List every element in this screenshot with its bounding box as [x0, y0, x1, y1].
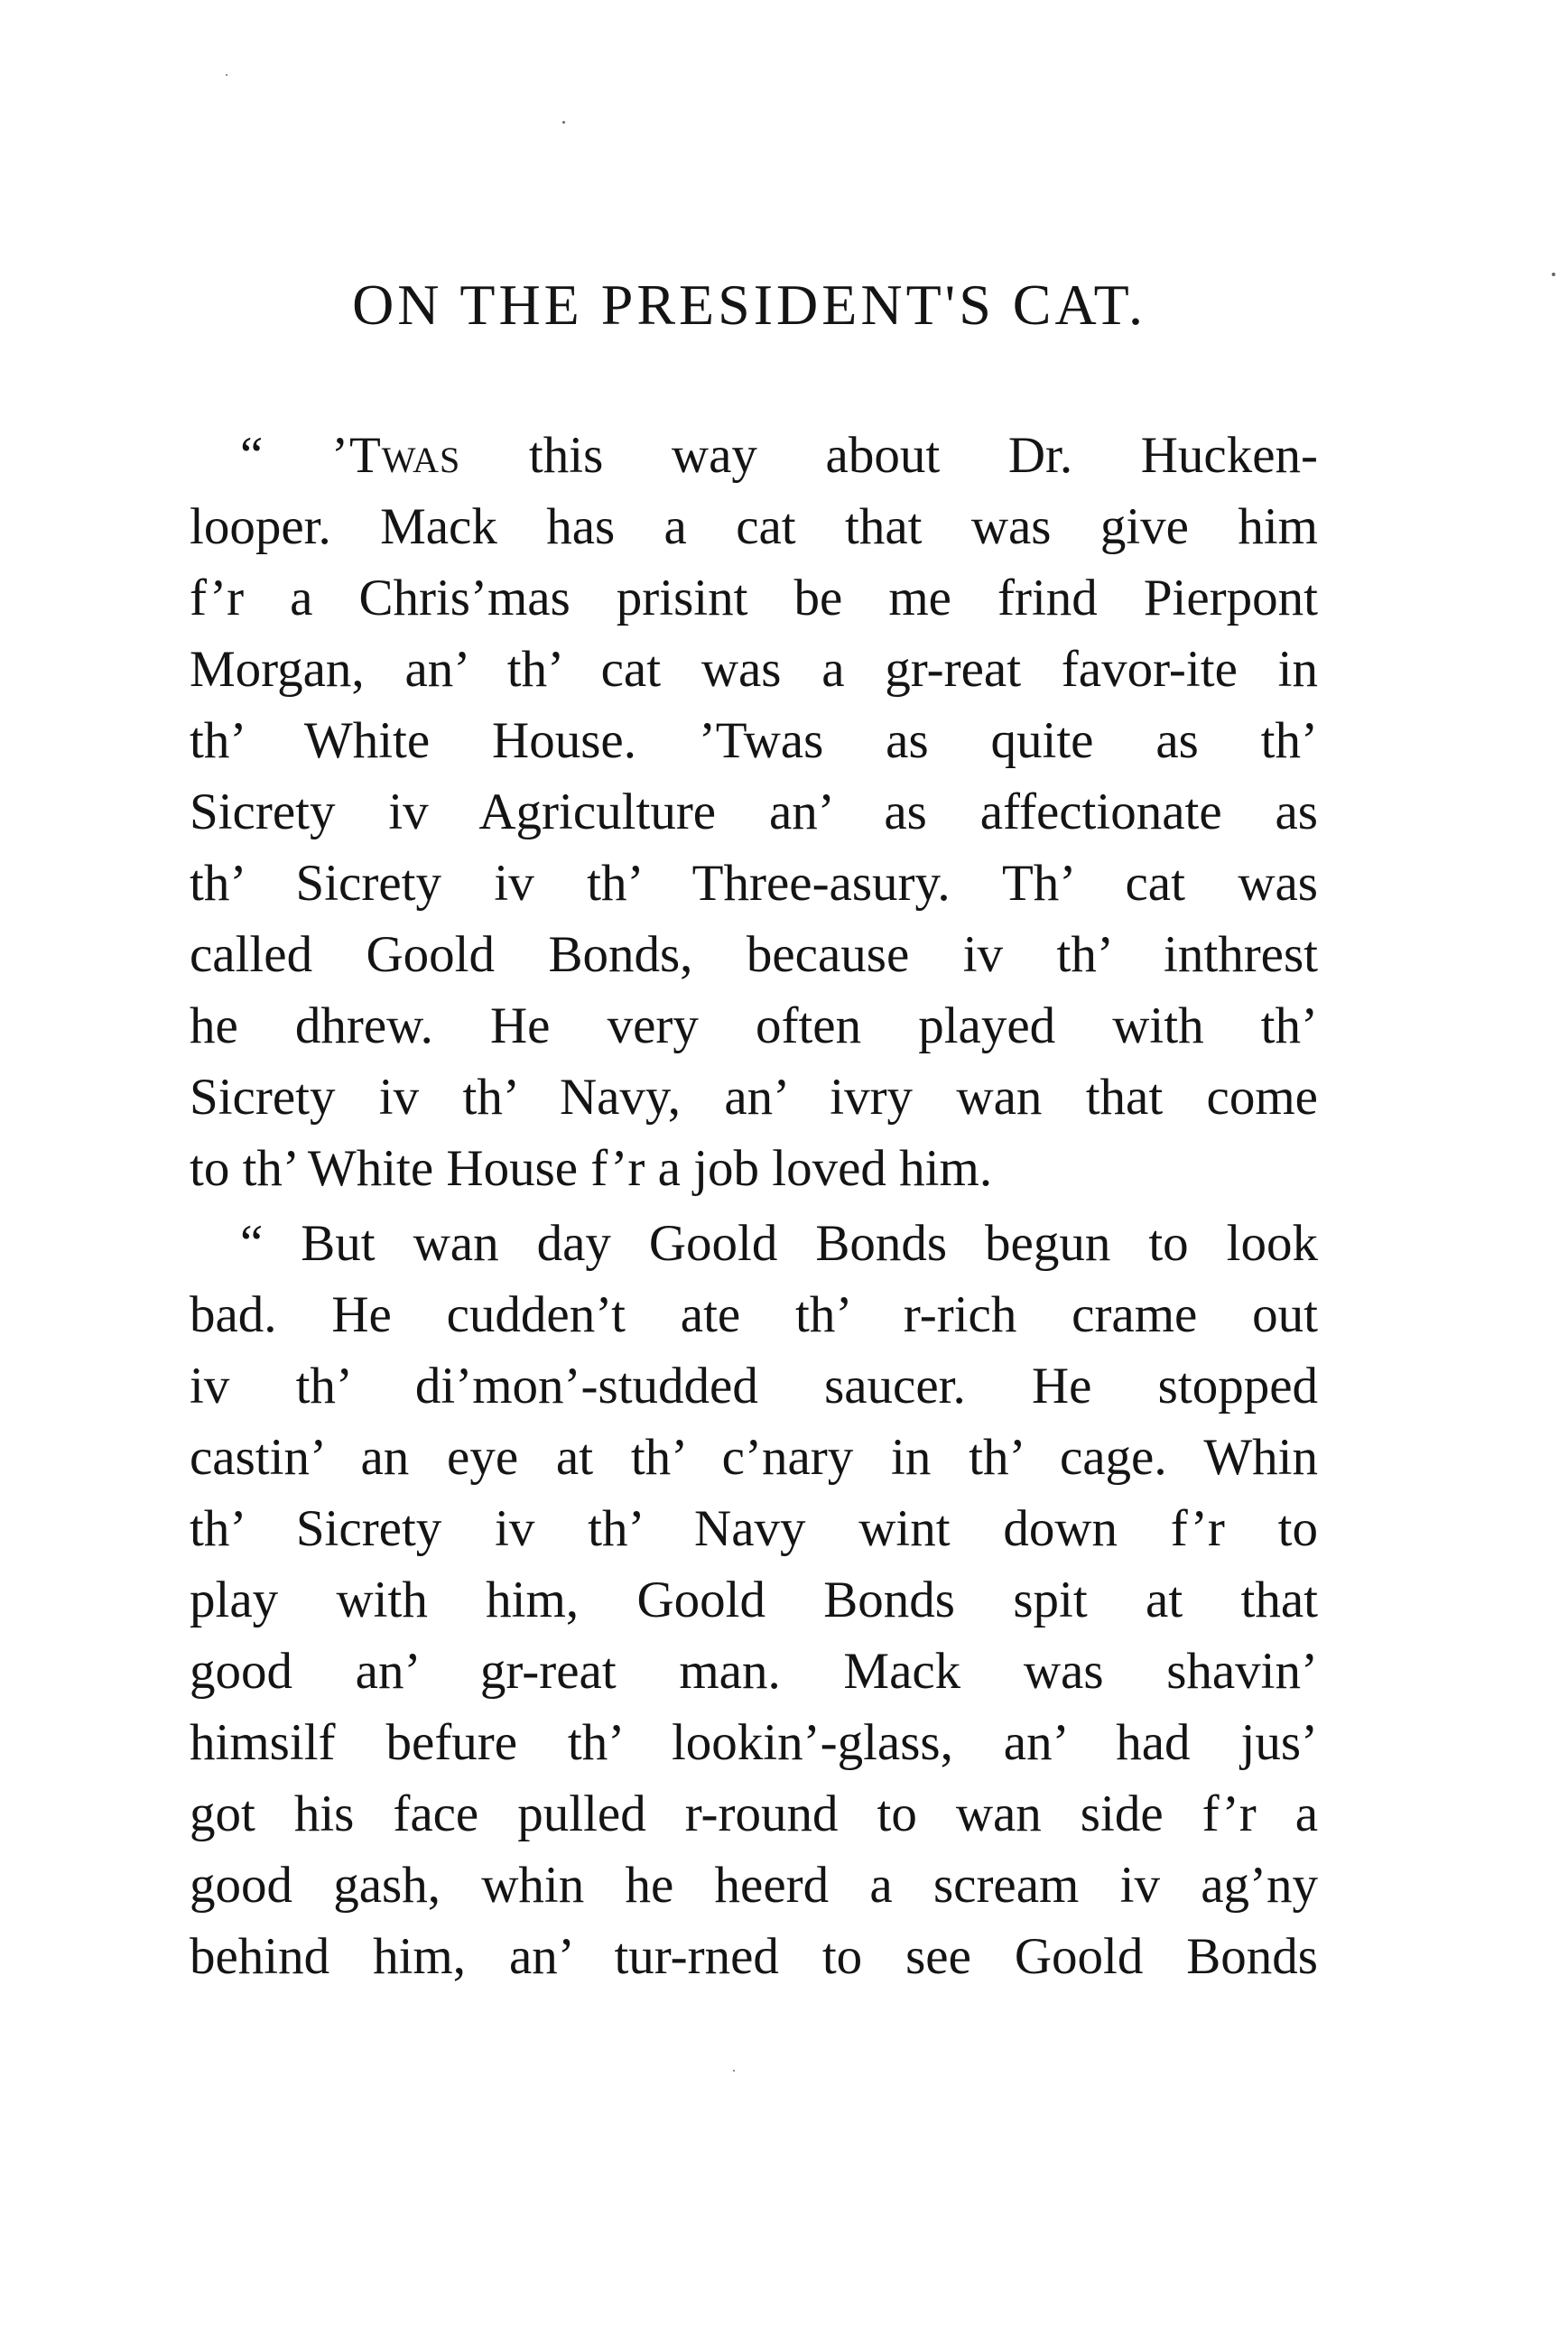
text-line: Sicrety iv Agriculture an’ as affectionate as	[190, 784, 1318, 840]
text-line: th’ Sicrety iv th’ Three-asury. Th’ cat was	[190, 855, 1318, 912]
text-line: good gash, whin he heerd a scream iv ag’ny	[190, 1857, 1318, 1914]
paper-speck	[1552, 273, 1555, 276]
paper-speck	[562, 121, 565, 124]
text-line: “ ’Twas this way about Dr. Hucken-	[240, 427, 1318, 484]
text-line: himsilf befure th’ lookin’-glass, an’ had jus’	[190, 1714, 1318, 1771]
paper-speck	[733, 2070, 735, 2072]
text-line: good an’ gr-reat man. Mack was shavin’	[190, 1643, 1318, 1700]
text-line: Sicrety iv th’ Navy, an’ ivry wan that come	[190, 1069, 1318, 1126]
paper-speck	[226, 74, 227, 76]
text-line: to th’ White House f’r a job loved him.	[190, 1140, 993, 1197]
text-line: looper. Mack has a cat that was give him	[190, 498, 1318, 555]
text-line: “ But wan day Goold Bonds begun to look	[240, 1215, 1318, 1272]
text-line: got his face pulled r-round to wan side f’r a	[190, 1785, 1318, 1842]
text-line: th’ Sicrety iv th’ Navy wint down f’r to	[190, 1500, 1318, 1557]
chapter-text	[190, 420, 1318, 1992]
text-line: he dhrew. He very often played with th’	[190, 997, 1318, 1054]
paragraph-2	[190, 1208, 1318, 1992]
text-line: play with him, Goold Bonds spit at that	[190, 1572, 1318, 1628]
text-line: th’ White House. ’Twas as quite as th’	[190, 712, 1318, 769]
text-line: bad. He cudden’t ate th’ r-rich crame out	[190, 1286, 1318, 1343]
small-caps-word: ’Twas	[330, 427, 461, 484]
paragraph-1	[190, 420, 1318, 1204]
text-line: Morgan, an’ th’ cat was a gr-reat favor-ite in	[190, 641, 1318, 698]
text-line: castin’ an eye at th’ c’nary in th’ cage. Whin	[190, 1429, 1318, 1486]
text-line: called Goold Bonds, because iv th’ inthrest	[190, 926, 1318, 983]
text-line: behind him, an’ tur-rned to see Goold Bonds	[190, 1928, 1318, 1985]
text-line: f’r a Chris’mas prisint be me frind Pierpont	[190, 570, 1318, 626]
chapter-title: ON THE PRESIDENT'S CAT.	[352, 273, 1146, 337]
text-line: iv th’ di’mon’-studded saucer. He stopped	[190, 1358, 1318, 1414]
